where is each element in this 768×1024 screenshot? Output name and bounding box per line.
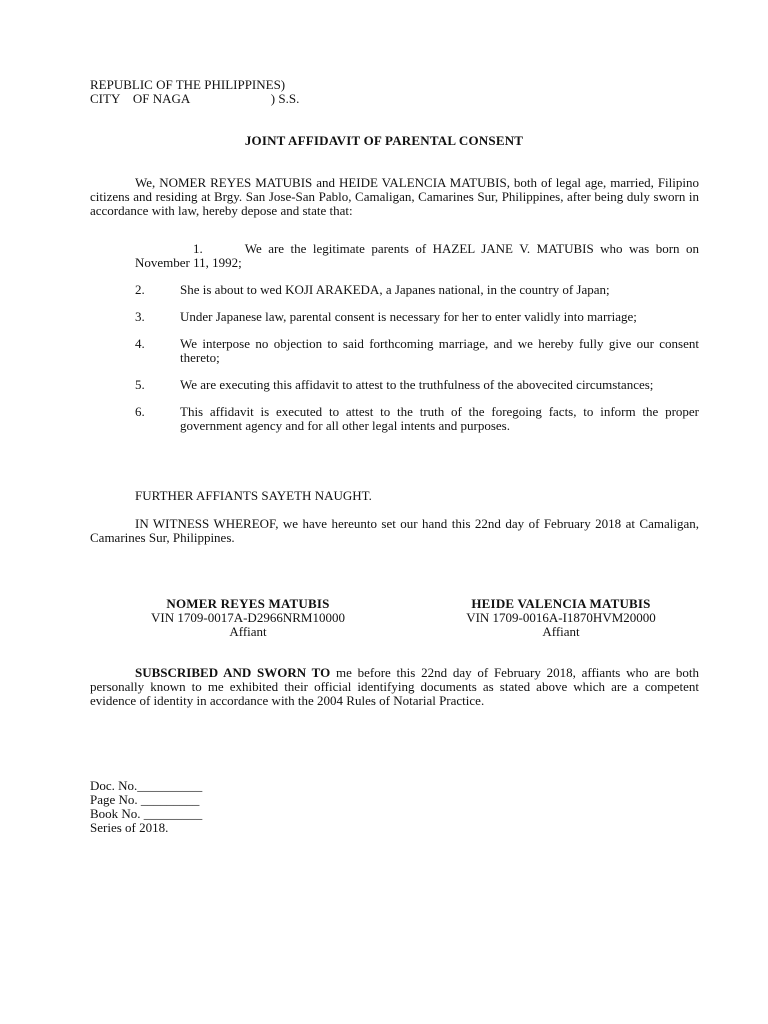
venue-republic: REPUBLIC OF THE PHILIPPINES) <box>90 77 286 92</box>
item-number: 4. <box>135 336 145 351</box>
further-affiants: FURTHER AFFIANTS SAYETH NAUGHT. <box>135 488 372 503</box>
signatory-left <box>133 597 363 639</box>
signatory-vin: VIN 1709-0017A-D2966NRM10000 <box>151 610 345 625</box>
list-item <box>135 310 699 324</box>
signatory-role: Affiant <box>542 624 580 639</box>
list-item <box>135 405 699 433</box>
item-number: 5. <box>135 377 145 392</box>
list-item <box>135 242 699 270</box>
item-text: She is about to wed KOJI ARAKEDA, a Japanes national, in the country of Japan; <box>180 282 610 297</box>
signatory-name: HEIDE VALENCIA MATUBIS <box>471 596 651 611</box>
venue-block <box>90 78 299 106</box>
intro-paragraph: We, NOMER REYES MATUBIS and HEIDE VALENCIA MATUBIS, both of legal age, married, Filipino citizens and residing at Brgy. San Jose-San Pablo, Camaligan, Camarines Sur, Philippines, after being duly sworn in accordance with law, hereby depose and state that: <box>90 175 699 218</box>
item-text: We are the legitimate parents of HAZEL JANE V. MATUBIS who was born on November 11, 1992; <box>135 241 699 270</box>
item-text: Under Japanese law, parental consent is necessary for her to enter validly into marriage; <box>180 309 637 324</box>
list-item <box>135 337 699 365</box>
list-item <box>135 283 699 297</box>
signatory-name: NOMER REYES MATUBIS <box>166 596 330 611</box>
item-text: We are executing this affidavit to attest to the truthfulness of the abovecited circumstances; <box>180 377 654 392</box>
book-number: Book No. _________ <box>90 806 203 821</box>
notarial-register <box>90 779 202 835</box>
item-number: 1. <box>193 241 203 256</box>
document-title: JOINT AFFIDAVIT OF PARENTAL CONSENT <box>244 133 524 148</box>
list-item <box>135 378 699 392</box>
page-number: Page No. _________ <box>90 792 200 807</box>
series-year: Series of 2018. <box>90 820 169 835</box>
jurat-paragraph <box>90 666 699 708</box>
witness-paragraph: IN WITNESS WHEREOF, we have hereunto set our hand this 22nd day of February 2018 at Camaligan, Camarines Sur, Philippines. <box>90 516 699 545</box>
item-number: 6. <box>135 404 145 419</box>
item-text: This affidavit is executed to attest to the truth of the foregoing facts, to inform the proper government agency and for all other legal intents and purposes. <box>180 404 699 433</box>
signatory-role: Affiant <box>229 624 267 639</box>
signatory-right <box>446 597 676 639</box>
signatory-vin: VIN 1709-0016A-I1870HVM20000 <box>466 610 656 625</box>
venue-city: CITY OF NAGA ) S.S. <box>90 91 300 106</box>
item-text: We interpose no objection to said forthcoming marriage, and we hereby fully give our consent thereto; <box>180 336 699 365</box>
statement-list <box>135 242 699 446</box>
jurat-lead: SUBSCRIBED AND SWORN TO <box>135 665 331 680</box>
item-number: 2. <box>135 282 145 297</box>
jurat-text: me before this 22nd day of February 2018, affiants who are both personally known to me exhibited their official identifying documents as stated above which are a competent evidence of identity in accordance with the 2004 Rules of Notarial Practice. <box>90 665 699 708</box>
item-number: 3. <box>135 309 145 324</box>
doc-number: Doc. No.__________ <box>90 778 203 793</box>
